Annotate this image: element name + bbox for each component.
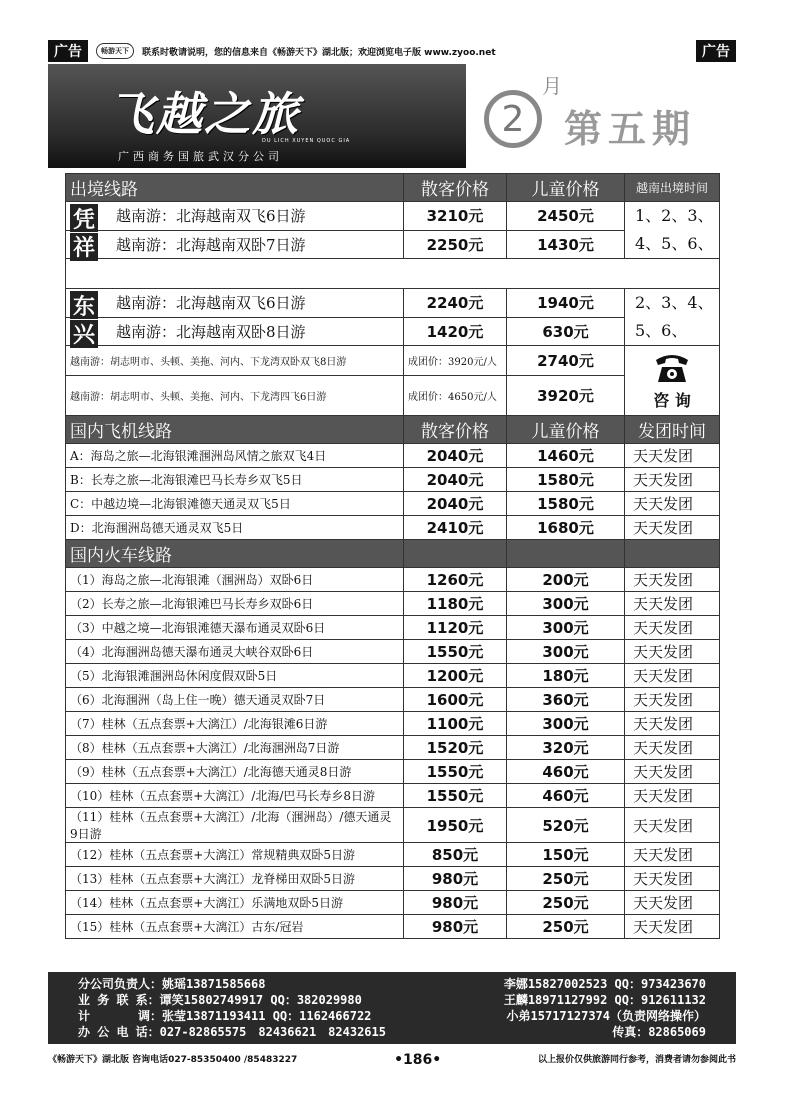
child-price: 200元	[507, 568, 625, 592]
route-name: （15）桂林（五点套票+大漓江）古东/冠岩	[66, 915, 404, 939]
adult-price: 980元	[404, 867, 507, 891]
stamp-char: 兴	[70, 320, 98, 348]
departure-time-header: 越南出境时间	[625, 174, 720, 202]
child-price: 300元	[507, 592, 625, 616]
route-name: （11）桂林（五点套票+大漓江）/北海（涠洲岛）/德天通灵9日游	[66, 808, 404, 843]
table-row	[66, 760, 720, 784]
route-name: A：海岛之旅—北海银滩涠洲岛风情之旅双飞4日	[66, 444, 404, 468]
route-name: 越南游：北海越南双飞6日游	[116, 294, 306, 313]
contact-panel	[48, 972, 736, 1044]
child-price: 1940元	[507, 289, 625, 318]
table-row	[66, 712, 720, 736]
child-price: 630元	[507, 317, 625, 346]
child-price: 150元	[507, 843, 625, 867]
child-price: 1680元	[507, 516, 625, 540]
child-price: 1580元	[507, 468, 625, 492]
departure-time: 天天发团	[625, 688, 720, 712]
company-name: 广西商务国旅武汉分公司	[118, 150, 283, 163]
child-price: 250元	[507, 915, 625, 939]
domestic-air-title: 国内飞机线路	[66, 416, 404, 444]
domestic-train-rows	[66, 568, 720, 939]
adult-price: 3210元	[404, 202, 507, 231]
table-row	[66, 664, 720, 688]
departure-time: 天天发团	[625, 915, 720, 939]
issue-info	[480, 68, 736, 164]
domestic-air-header-row	[66, 416, 720, 444]
adult-price: 1550元	[404, 784, 507, 808]
top-banner-bar	[48, 40, 736, 62]
table-row	[66, 891, 720, 915]
route-name: B：长寿之旅—北海银滩巴马长寿乡双飞5日	[66, 468, 404, 492]
route-name: （6）北海涠洲（岛上住一晚）德天通灵双卧7日	[66, 688, 404, 712]
table-row	[66, 784, 720, 808]
departure-time: 天天发团	[625, 712, 720, 736]
contact-entry: 王麟18971127992 QQ：912611132	[503, 993, 706, 1007]
issue-number: 2	[484, 90, 542, 148]
route-name: （9）桂林（五点套票+大漓江）/北海德天通灵8日游	[66, 760, 404, 784]
table-row	[66, 376, 720, 416]
route-name: （3）中越之境—北海银滩德天瀑布通灵双卧6日	[66, 616, 404, 640]
departure-time: 天天发团	[625, 891, 720, 915]
route-name: 越南游：北海越南双飞6日游	[116, 207, 306, 226]
contact-entry: 李娜15827002523 QQ：973423670	[503, 977, 706, 991]
child-price: 1430元	[507, 230, 625, 259]
route-name: （5）北海银滩涠洲岛休闲度假双卧5日	[66, 664, 404, 688]
departure-time: 天天发团	[625, 736, 720, 760]
adult-price: 1200元	[404, 664, 507, 688]
consult-cell	[625, 346, 720, 416]
table-row	[66, 468, 720, 492]
contact-entry: 分公司负责人：姚瑶13871585668	[78, 977, 266, 991]
table-row	[66, 640, 720, 664]
notice-text: 联系时敬请说明，您的信息来自《畅游天下》湖北版；欢迎浏览电子版 www.zyoo.net	[142, 47, 496, 58]
adult-price: 1550元	[404, 640, 507, 664]
header	[48, 64, 736, 168]
child-price: 180元	[507, 664, 625, 688]
child-price: 250元	[507, 891, 625, 915]
table-row	[66, 202, 720, 231]
stamp-char: 凭	[70, 204, 98, 232]
contact-entry: 计 调：张莹13871193411 QQ：1162466722	[78, 1009, 372, 1023]
table-row	[66, 568, 720, 592]
adult-price: 1420元	[404, 317, 507, 346]
child-price: 460元	[507, 760, 625, 784]
consult-label: 咨 询	[653, 391, 691, 410]
spacer-row	[66, 259, 720, 289]
route-name: 越南游：北海越南双卧7日游	[116, 235, 306, 254]
adult-price: 2040元	[404, 444, 507, 468]
departure-time: 天天发团	[625, 760, 720, 784]
table-row	[66, 592, 720, 616]
child-price: 1460元	[507, 444, 625, 468]
departure-time: 天天发团	[625, 808, 720, 843]
adult-price: 980元	[404, 891, 507, 915]
child-price: 300元	[507, 640, 625, 664]
table-row	[66, 492, 720, 516]
stamp-char: 东	[70, 291, 98, 319]
adult-price: 1600元	[404, 688, 507, 712]
issue-period: 第五期	[564, 106, 697, 151]
adult-price-header: 散客价格	[404, 416, 507, 444]
table-row	[66, 915, 720, 939]
route-name: （2）长寿之旅—北海银滩巴马长寿乡双卧6日	[66, 592, 404, 616]
brand-pinyin: DU LICH XUYEN QUOC GIA	[262, 138, 351, 144]
issue-month: 月	[542, 74, 562, 98]
adult-price-header: 散客价格	[404, 174, 507, 202]
adult-price: 850元	[404, 843, 507, 867]
child-price: 520元	[507, 808, 625, 843]
child-price: 2450元	[507, 202, 625, 231]
departure-time: 天天发团	[625, 516, 720, 540]
child-price: 2740元	[507, 346, 625, 376]
route-name: （1）海岛之旅—北海银滩（涠洲岛）双卧6日	[66, 568, 404, 592]
table-row	[66, 843, 720, 867]
contact-entry: 业 务 联 系：谭笑15802749917 QQ：382029980	[78, 993, 362, 1007]
route-name: （7）桂林（五点套票+大漓江）/北海银滩6日游	[66, 712, 404, 736]
brand-title: 飞越之旅	[108, 87, 300, 141]
table-row	[66, 289, 720, 318]
footer-disclaimer: 以上报价仅供旅游同行参考，消费者请勿参阅此书	[537, 1055, 736, 1065]
departure-time: 天天发团	[625, 568, 720, 592]
child-price-header: 儿童价格	[507, 416, 625, 444]
outbound-header-row	[66, 174, 720, 202]
domestic-train-header-row	[66, 540, 720, 568]
footer-publisher: 《畅游天下》湖北版 咨询电话027-85350400 /85483227	[48, 1055, 298, 1065]
route-name: D：北海涠洲岛德天通灵双飞5日	[66, 516, 404, 540]
contact-row	[78, 992, 706, 1008]
table-row	[66, 867, 720, 891]
child-price: 3920元	[507, 376, 625, 416]
stamp-char: 祥	[70, 233, 98, 261]
child-price: 250元	[507, 867, 625, 891]
outbound-title: 出境线路	[66, 174, 404, 202]
adult-price: 1260元	[404, 568, 507, 592]
adult-price: 1550元	[404, 760, 507, 784]
adult-price: 2410元	[404, 516, 507, 540]
table-row	[66, 346, 720, 376]
route-name: （4）北海涠洲岛德天瀑布通灵大峡谷双卧6日	[66, 640, 404, 664]
route-name: 越南游：胡志明市、头顿、美拖、河内、下龙湾双卧双飞8日游	[66, 346, 404, 376]
route-name: （14）桂林（五点套票+大漓江）乐满地双卧5日游	[66, 891, 404, 915]
route-name: （10）桂林（五点套票+大漓江）/北海/巴马长寿乡8日游	[66, 784, 404, 808]
departure-time: 天天发团	[625, 867, 720, 891]
contact-entry: 办 公 电 话：027-82865575 82436621 82432615	[78, 1025, 386, 1039]
domestic-air-rows	[66, 444, 720, 540]
departure-time: 天天发团	[625, 468, 720, 492]
departure-time: 天天发团	[625, 843, 720, 867]
adult-price: 1950元	[404, 808, 507, 843]
contact-row	[78, 1008, 706, 1024]
contact-row	[78, 1024, 706, 1040]
group-price: 成团价：4650元/人	[404, 376, 507, 416]
adult-price: 1520元	[404, 736, 507, 760]
top-notice	[88, 43, 696, 59]
departure-time: 天天发团	[625, 640, 720, 664]
table-row	[66, 516, 720, 540]
route-name: （8）桂林（五点套票+大漓江）/北海涠洲岛7日游	[66, 736, 404, 760]
adult-price: 2040元	[404, 468, 507, 492]
child-price: 360元	[507, 688, 625, 712]
telephone-icon	[652, 350, 692, 384]
table-row	[66, 444, 720, 468]
publisher-logo: 畅游天下	[96, 43, 134, 59]
contact-entry: 传真：82865069	[612, 1025, 706, 1039]
table-row	[66, 230, 720, 259]
adult-price: 2250元	[404, 230, 507, 259]
price-table	[65, 173, 720, 939]
group-price: 成团价：3920元/人	[404, 346, 507, 376]
contact-entry: 小弟15717127374（负责网络操作）	[506, 1009, 706, 1023]
adult-price: 1100元	[404, 712, 507, 736]
contact-row	[78, 976, 706, 992]
route-name: 越南游：胡志明市、头顿、美拖、河内、下龙湾四飞6日游	[66, 376, 404, 416]
ad-label-left: 广告	[48, 40, 88, 62]
departure-time: 天天发团	[625, 664, 720, 688]
departure-time-header: 发团时间	[625, 416, 720, 444]
child-price: 460元	[507, 784, 625, 808]
departure-time: 天天发团	[625, 492, 720, 516]
adult-price: 1120元	[404, 616, 507, 640]
table-row	[66, 616, 720, 640]
child-price: 300元	[507, 616, 625, 640]
child-price: 320元	[507, 736, 625, 760]
route-name: 越南游：北海越南双卧8日游	[116, 322, 306, 341]
page-number: •186•	[394, 1052, 442, 1068]
table-row	[66, 317, 720, 346]
departure-time: 天天发团	[625, 444, 720, 468]
child-price-header: 儿童价格	[507, 174, 625, 202]
departure-time: 天天发团	[625, 784, 720, 808]
departure-time: 天天发团	[625, 592, 720, 616]
adult-price: 2240元	[404, 289, 507, 318]
brand-banner	[48, 64, 466, 168]
child-price: 1580元	[507, 492, 625, 516]
ad-label-right: 广告	[696, 40, 736, 62]
table-row	[66, 808, 720, 843]
table-row	[66, 736, 720, 760]
domestic-train-title: 国内火车线路	[66, 540, 404, 568]
departure-time: 天天发团	[625, 616, 720, 640]
child-price: 300元	[507, 712, 625, 736]
footer	[48, 1052, 736, 1068]
route-name: （13）桂林（五点套票+大漓江）龙脊梯田双卧5日游	[66, 867, 404, 891]
table-row	[66, 688, 720, 712]
route-name: C：中越边境—北海银滩德天通灵双飞5日	[66, 492, 404, 516]
route-name: （12）桂林（五点套票+大漓江）常规精典双卧5日游	[66, 843, 404, 867]
adult-price: 1180元	[404, 592, 507, 616]
departure-times: 1、2、3、 4、5、6、	[625, 202, 720, 259]
adult-price: 980元	[404, 915, 507, 939]
adult-price: 2040元	[404, 492, 507, 516]
departure-times: 2、3、4、 5、6、	[625, 289, 720, 346]
